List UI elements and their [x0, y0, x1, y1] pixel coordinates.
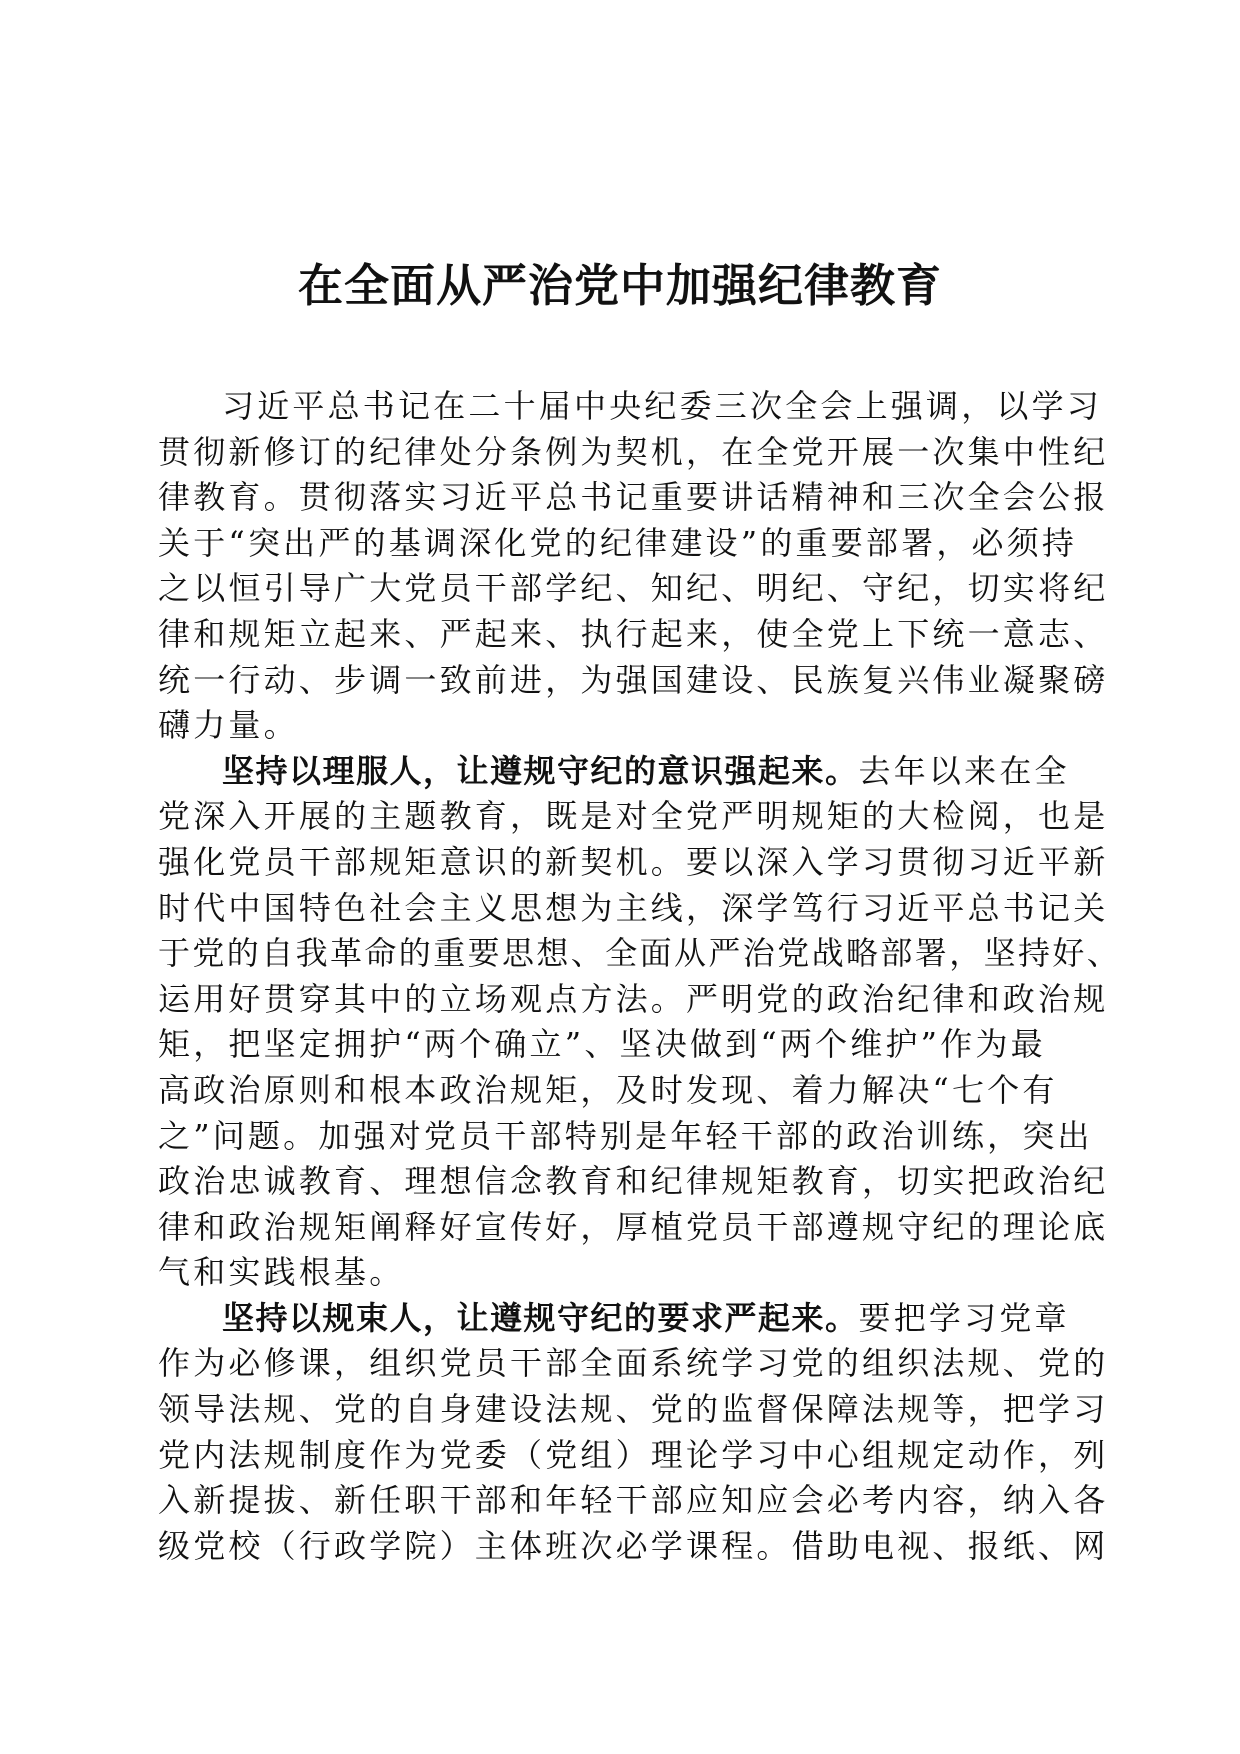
paragraph-lead-heading: 坚持以规束人，让遵规守纪的要求严起来。 — [222, 1298, 859, 1337]
text-line: 级党校（行政学院）主体班次必学课程。借助电视、报纸、网 — [158, 1526, 1109, 1565]
paragraph — [158, 384, 1109, 749]
text-line: 运用好贯穿其中的立场观点方法。严明党的政治纪律和政治规 — [158, 979, 1109, 1018]
text-line: 律和规矩立起来、严起来、执行起来，使全党上下统一意志、 — [158, 614, 1109, 653]
text-line: 于党的自我革命的重要思想、全面从严治党战略部署，坚持好、 — [158, 934, 1122, 973]
text-run: 要把学习党章 — [858, 1298, 1070, 1337]
text-line: 之”问题。加强对党员干部特别是年轻干部的政治训练，突出 — [158, 1116, 1093, 1155]
document-title: 在全面从严治党中加强纪律教育 — [297, 259, 942, 312]
text-line: 贯彻新修订的纪律处分条例为契机，在全党开展一次集中性纪 — [158, 432, 1109, 471]
text-line: 高政治原则和根本政治规矩，及时发现、着力解决“七个有 — [158, 1070, 1058, 1109]
text-line: 统一行动、步调一致前进，为强国建设、民族复兴伟业凝聚磅 — [158, 660, 1109, 699]
text-line: 之以恒引导广大党员干部学纪、知纪、明纪、守纪，切实将纪 — [158, 569, 1109, 608]
text-line: 党内法规制度作为党委（党组）理论学习中心组规定动作，列 — [158, 1435, 1109, 1474]
text-line: 政治忠诚教育、理想信念教育和纪律规矩教育，切实把政治纪 — [158, 1162, 1109, 1201]
text-line — [158, 1296, 1078, 1342]
text-line: 强化党员干部规矩意识的新契机。要以深入学习贯彻习近平新 — [158, 842, 1109, 881]
paragraph — [158, 1296, 1109, 1570]
text-line: 律和政治规矩阐释好宣传好，厚植党员干部遵规守纪的理论底 — [158, 1207, 1109, 1246]
text-line: 习近平总书记在二十届中央纪委三次全会上强调，以学习 — [222, 387, 1103, 425]
text-line: 入新提拔、新任职干部和年轻干部应知应会必考内容，纳入各 — [158, 1481, 1109, 1520]
paragraph-lead-heading: 坚持以理服人，让遵规守纪的意识强起来。 — [222, 751, 859, 790]
text-line: 关于“突出严的基调深化党的纪律建设”的重要部署，必须持 — [158, 523, 1078, 562]
text-line: 礴力量。 — [158, 706, 299, 745]
text-line: 律教育。贯彻落实习近平总书记重要讲话精神和三次全会公报 — [158, 478, 1109, 517]
text-line: 作为必修课，组织党员干部全面系统学习党的组织法规、党的 — [158, 1344, 1109, 1383]
text-run: 去年以来在全 — [858, 751, 1070, 790]
text-line: 气和实践根基。 — [158, 1253, 405, 1292]
text-line — [158, 749, 1078, 795]
document-body — [158, 384, 1122, 1569]
text-line: 领导法规、党的自身建设法规、党的监督保障法规等，把学习 — [158, 1390, 1109, 1429]
paragraph — [158, 749, 1122, 1296]
text-line: 时代中国特色社会主义思想为主线，深学笃行习近平总书记关 — [158, 888, 1109, 927]
text-line: 矩，把坚定拥护“两个确立”、坚决做到“两个维护”作为最 — [158, 1025, 1046, 1064]
text-line: 党深入开展的主题教育，既是对全党严明规矩的大检阅，也是 — [158, 797, 1109, 836]
